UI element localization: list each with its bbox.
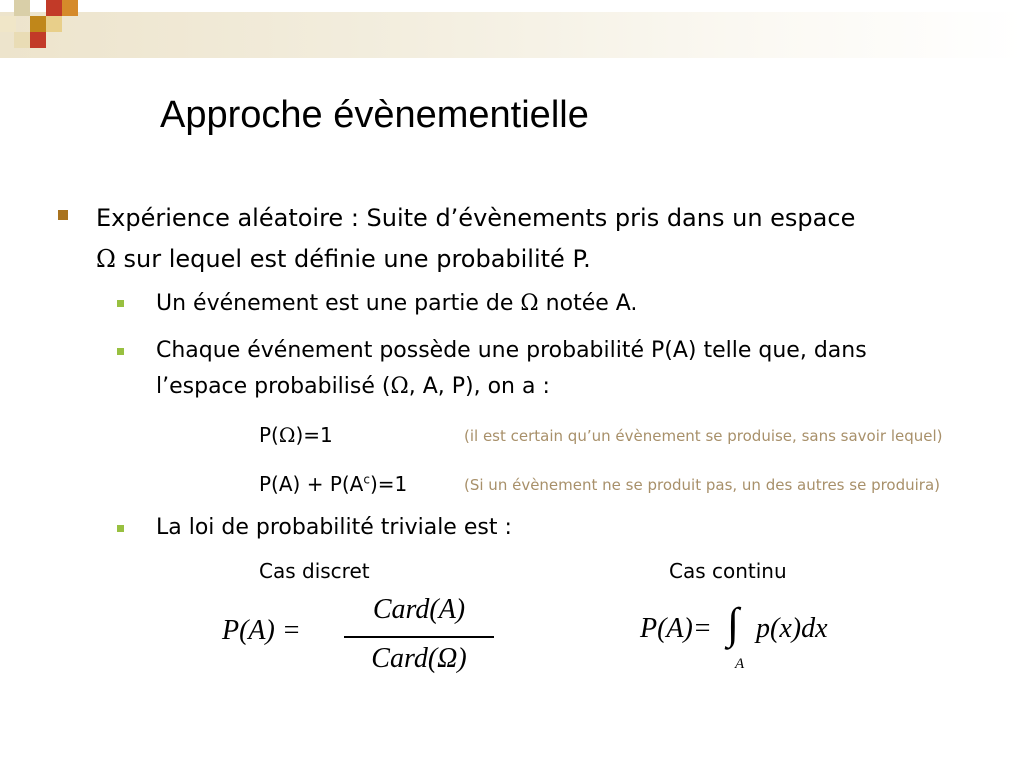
- discrete-formula-lhs: P(A) =: [222, 615, 301, 646]
- deco-square: [14, 0, 30, 16]
- formula-part: )=1: [369, 472, 408, 496]
- header-band: [0, 12, 1024, 58]
- formula-part: P(A) + P(A: [259, 472, 364, 496]
- sub-bullet-1-text-end: notée A.: [538, 291, 638, 316]
- discrete-formula-denominator: Card(Ω): [371, 643, 467, 674]
- continuous-formula-integrand: p(x)dx: [756, 613, 828, 644]
- deco-square: [0, 16, 16, 32]
- fraction-bar: [344, 636, 494, 638]
- note-certain: (il est certain qu’un évènement se produise, sans savoir lequel): [464, 427, 943, 445]
- bullet-square: [58, 210, 68, 220]
- sub-bullet-square: [117, 300, 124, 307]
- case-discrete-label: Cas discret: [259, 559, 370, 583]
- sub-bullet-1-text: Un événement est une partie de: [156, 291, 521, 316]
- formula-complement: [259, 472, 407, 496]
- formula-part: )=1: [295, 423, 333, 447]
- bullet-1-line-2: [96, 237, 591, 281]
- sub-bullet-2-line-2: [156, 370, 550, 404]
- sub-bullet-square: [117, 525, 124, 532]
- omega-symbol: Ω: [278, 423, 296, 447]
- deco-square: [62, 0, 78, 16]
- bullet-1-line-1: Expérience aléatoire : Suite d’évènements pris dans un espace: [96, 204, 856, 232]
- deco-square: [14, 32, 30, 48]
- sub-bullet-2-text-end: , A, P), on a :: [408, 374, 550, 399]
- sub-bullet-1: [156, 287, 637, 321]
- sub-bullet-2-text: l’espace probabilisé (: [156, 374, 391, 399]
- case-continuous-label: Cas continu: [669, 559, 787, 583]
- formula-part: P(: [259, 423, 279, 447]
- deco-square: [30, 16, 46, 32]
- header-decoration: [0, 0, 1024, 80]
- sub-bullet-2-line-1: Chaque événement possède une probabilité P(A) telle que, dans: [156, 338, 867, 363]
- formula-p-omega: [259, 423, 333, 447]
- omega-symbol: Ω: [390, 374, 409, 399]
- discrete-formula-numerator: Card(A): [372, 594, 466, 625]
- sub-bullet-3: La loi de probabilité triviale est :: [156, 515, 512, 540]
- integral-subscript: A: [735, 656, 745, 672]
- deco-square: [30, 32, 46, 48]
- deco-square: [46, 0, 62, 16]
- complement-superscript: c: [363, 472, 370, 487]
- omega-symbol: Ω: [96, 245, 116, 273]
- slide-title: Approche évènementielle: [160, 94, 589, 136]
- integral-sign: ∫: [727, 599, 740, 648]
- sub-bullet-square: [117, 348, 124, 355]
- bullet-1-line-2-text: sur lequel est définie une probabilité P.: [115, 245, 591, 273]
- note-complement: (Si un évènement ne se produit pas, un des autres se produira): [464, 476, 941, 494]
- continuous-formula-lhs: P(A)=: [640, 613, 712, 644]
- deco-square: [46, 16, 62, 32]
- omega-symbol: Ω: [520, 291, 539, 316]
